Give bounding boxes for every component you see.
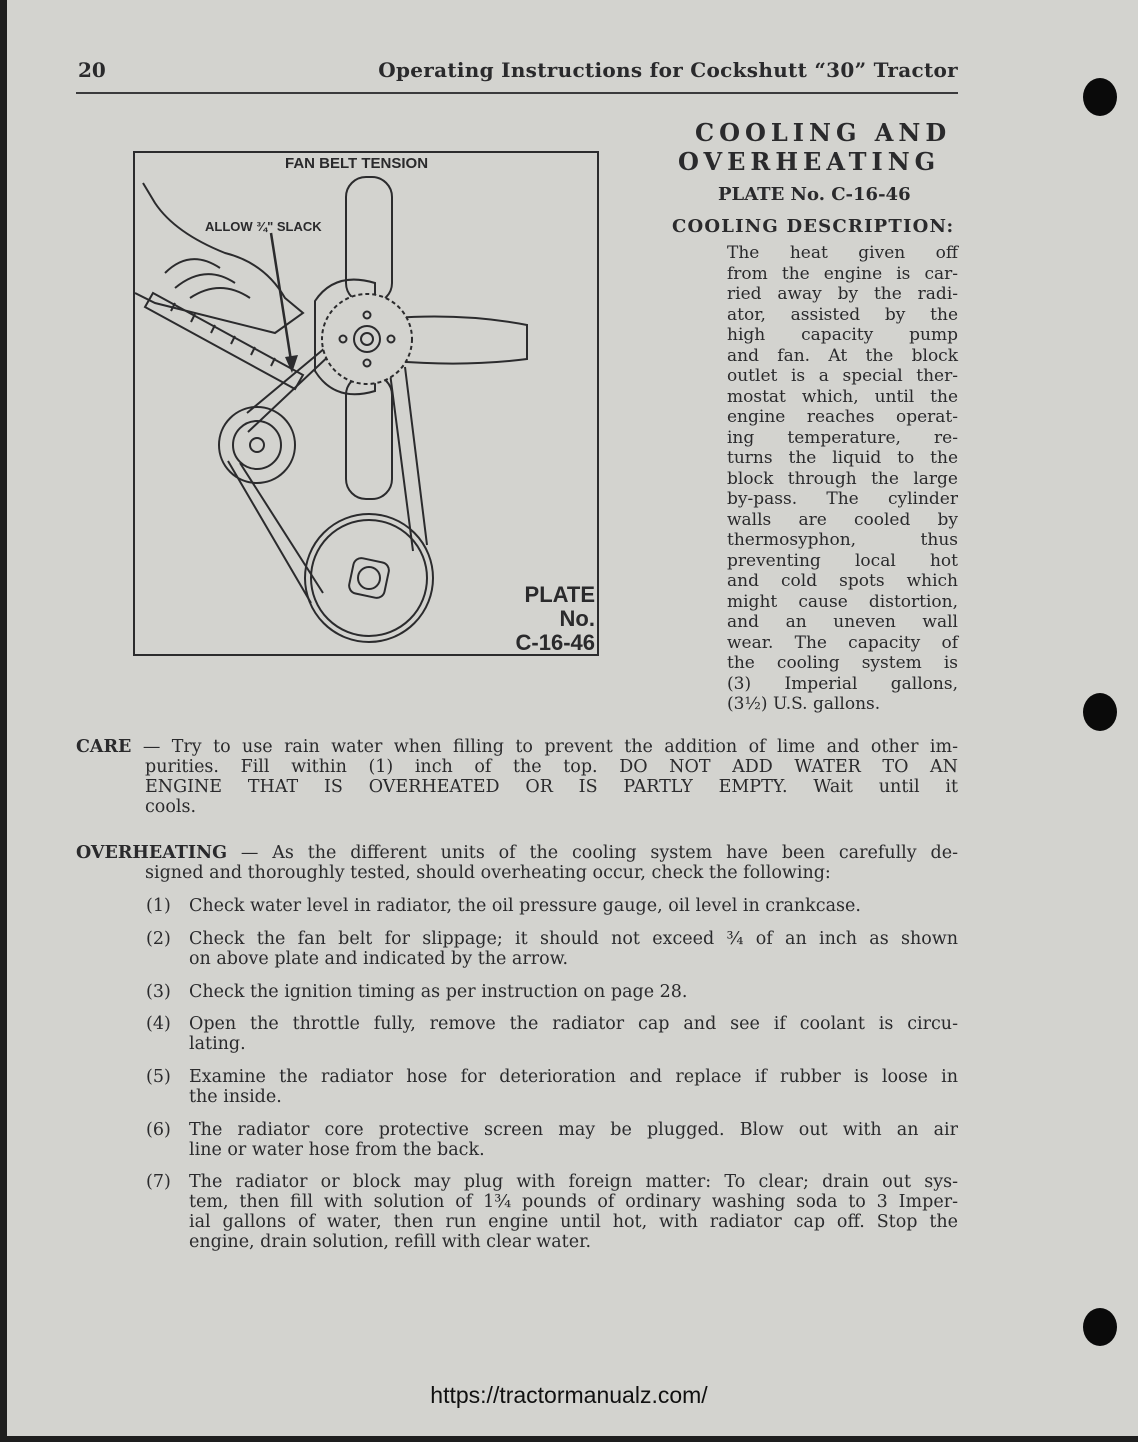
care-paragraph [76, 737, 958, 817]
cooling-heading: COOLING DESCRIPTION: [672, 216, 955, 237]
scan-left-edge [0, 0, 7, 1442]
checklist-line: engine, drain solution, refill with clear water. [189, 1232, 592, 1252]
checklist-line: Check the ignition timing as per instruction on page 28. [189, 982, 688, 1002]
care-line [76, 737, 958, 757]
cooling-line: high capacity pump [727, 325, 958, 345]
checklist-number: (1) [146, 896, 171, 916]
checklist-text [189, 1172, 958, 1252]
care-line: purities. Fill within (1) inch of the top. DO NOT ADD WATER TO AN [145, 757, 958, 777]
page-number: 20 [78, 58, 106, 82]
checklist-item [146, 1067, 958, 1107]
checklist-item [146, 982, 958, 1002]
care-line: cools. [145, 797, 197, 817]
scan-bottom-edge [0, 1436, 1138, 1442]
checklist-line: the inside. [189, 1087, 282, 1107]
checklist-line: on above plate and indicated by the arrow. [189, 949, 569, 969]
overheating-text: — As the different units of the cooling system have been carefully de- [240, 843, 958, 863]
checklist-line: The radiator or block may plug with foreign matter: To clear; drain out sys- [189, 1172, 958, 1192]
checklist-item [146, 929, 958, 969]
cooling-line: and an uneven wall [727, 612, 958, 632]
checklist-line: ial gallons of water, then run engine until hot, with radiator cap off. Stop the [189, 1212, 958, 1232]
punch-hole-top [1083, 78, 1117, 116]
belt-right-run [390, 367, 427, 551]
cooling-description [727, 243, 958, 715]
overheating-label: OVERHEATING [76, 843, 228, 863]
cooling-line: (3½) U.S. gallons. [727, 694, 881, 714]
cooling-line: mostat which, until the [727, 386, 958, 407]
fan-blade-right [393, 317, 527, 364]
checklist-text [189, 1014, 958, 1054]
checklist-item [146, 1172, 958, 1252]
care-label: CARE [76, 737, 132, 757]
hand-fingers [165, 259, 250, 298]
cooling-line: ator, assisted by the [727, 304, 958, 325]
overheating-line: signed and thoroughly tested, should overheating occur, check the following: [145, 863, 831, 883]
checklist-line: Check the fan belt for slippage; it should not exceed ¾ of an inch as shown [189, 929, 958, 949]
checklist-number: (3) [146, 982, 171, 1002]
hand-outline [135, 183, 303, 333]
overheating-line [76, 843, 958, 863]
checklist-item [146, 896, 958, 916]
checklist-line: tem, then fill with solution of 1¾ pounds of ordinary washing soda to 3 Imper- [189, 1192, 958, 1212]
checklist-line: Check water level in radiator, the oil pressure gauge, oil level in crankcase. [189, 896, 861, 916]
fan-blade-top [346, 177, 392, 303]
fan-belt-figure [133, 151, 599, 656]
cooling-line: ried away by the radi- [727, 284, 958, 304]
cooling-line: might cause distortion, [727, 591, 958, 612]
cooling-line: the cooling system is [727, 653, 958, 673]
figure-plate-word: PLATE [524, 582, 595, 607]
belt-lower-run [228, 461, 323, 603]
crankshaft-pulley [305, 514, 433, 642]
cooling-line: block through the large [727, 468, 958, 489]
checklist-number: (6) [146, 1120, 171, 1140]
figure-title: FAN BELT TENSION [285, 155, 429, 172]
punch-hole-bottom [1083, 1308, 1117, 1346]
checklist-line: The radiator core protective screen may be plugged. Blow out with an air [189, 1120, 958, 1140]
checklist-text [189, 896, 958, 916]
running-title: Operating Instructions for Cockshutt “30” Tractor [378, 58, 958, 82]
plate-reference: PLATE No. C-16-46 [718, 184, 911, 205]
checklist-text [189, 1120, 958, 1160]
cooling-line: thermosyphon, thus [727, 530, 958, 550]
checklist-line: Open the throttle fully, remove the radiator cap and see if coolant is circu- [189, 1014, 958, 1034]
checklist-number: (2) [146, 929, 171, 949]
fan-hub [322, 294, 412, 384]
cooling-line: outlet is a special ther- [727, 366, 958, 386]
checklist-number: (4) [146, 1014, 171, 1034]
checklist-item [146, 1120, 958, 1160]
footer-url: https://tractormanualz.com/ [430, 1382, 708, 1408]
figure-plate-label [507, 583, 595, 655]
checklist-number: (7) [146, 1172, 171, 1192]
cooling-line: and fan. At the block [727, 345, 958, 366]
section-title-line2: OVERHEATING [678, 147, 941, 176]
cooling-line: wear. The capacity of [727, 632, 958, 653]
header-rule [76, 92, 958, 94]
figure-plate-no: No. [559, 606, 595, 631]
checklist-item [146, 1014, 958, 1054]
cooling-line: engine reaches operat- [727, 407, 958, 427]
cooling-line: turns the liquid to the [727, 448, 958, 468]
checklist-text [189, 1067, 958, 1107]
figure-plate-number: C-16-46 [515, 630, 595, 655]
overheating-paragraph [76, 843, 958, 883]
checklist-number: (5) [146, 1067, 171, 1087]
cooling-line: by-pass. The cylinder [727, 489, 958, 509]
checklist-line: line or water hose from the back. [189, 1140, 485, 1160]
cooling-line: preventing local hot [727, 550, 958, 571]
cooling-line: ing temperature, re- [727, 427, 958, 448]
section-title-line1: COOLING AND [695, 118, 952, 147]
cooling-line: (3) Imperial gallons, [727, 673, 958, 694]
care-text: — Try to use rain water when filling to prevent the addition of lime and other im- [142, 737, 958, 757]
care-line: ENGINE THAT IS OVERHEATED OR IS PARTLY EMPTY. Wait until it [145, 777, 958, 797]
checklist-line: Examine the radiator hose for deterioration and replace if rubber is loose in [189, 1067, 958, 1087]
checklist-text [189, 982, 958, 1002]
punch-hole-middle [1083, 693, 1117, 731]
cooling-line: walls are cooled by [727, 509, 958, 530]
generator-pulley [219, 407, 295, 483]
checklist-text [189, 929, 958, 969]
checklist-line: lating. [189, 1034, 246, 1054]
cooling-line: from the engine is car- [727, 263, 958, 284]
figure-callout: ALLOW ¾" SLACK [205, 219, 322, 234]
cooling-line: and cold spots which [727, 571, 958, 591]
cooling-line: The heat given off [727, 243, 958, 263]
